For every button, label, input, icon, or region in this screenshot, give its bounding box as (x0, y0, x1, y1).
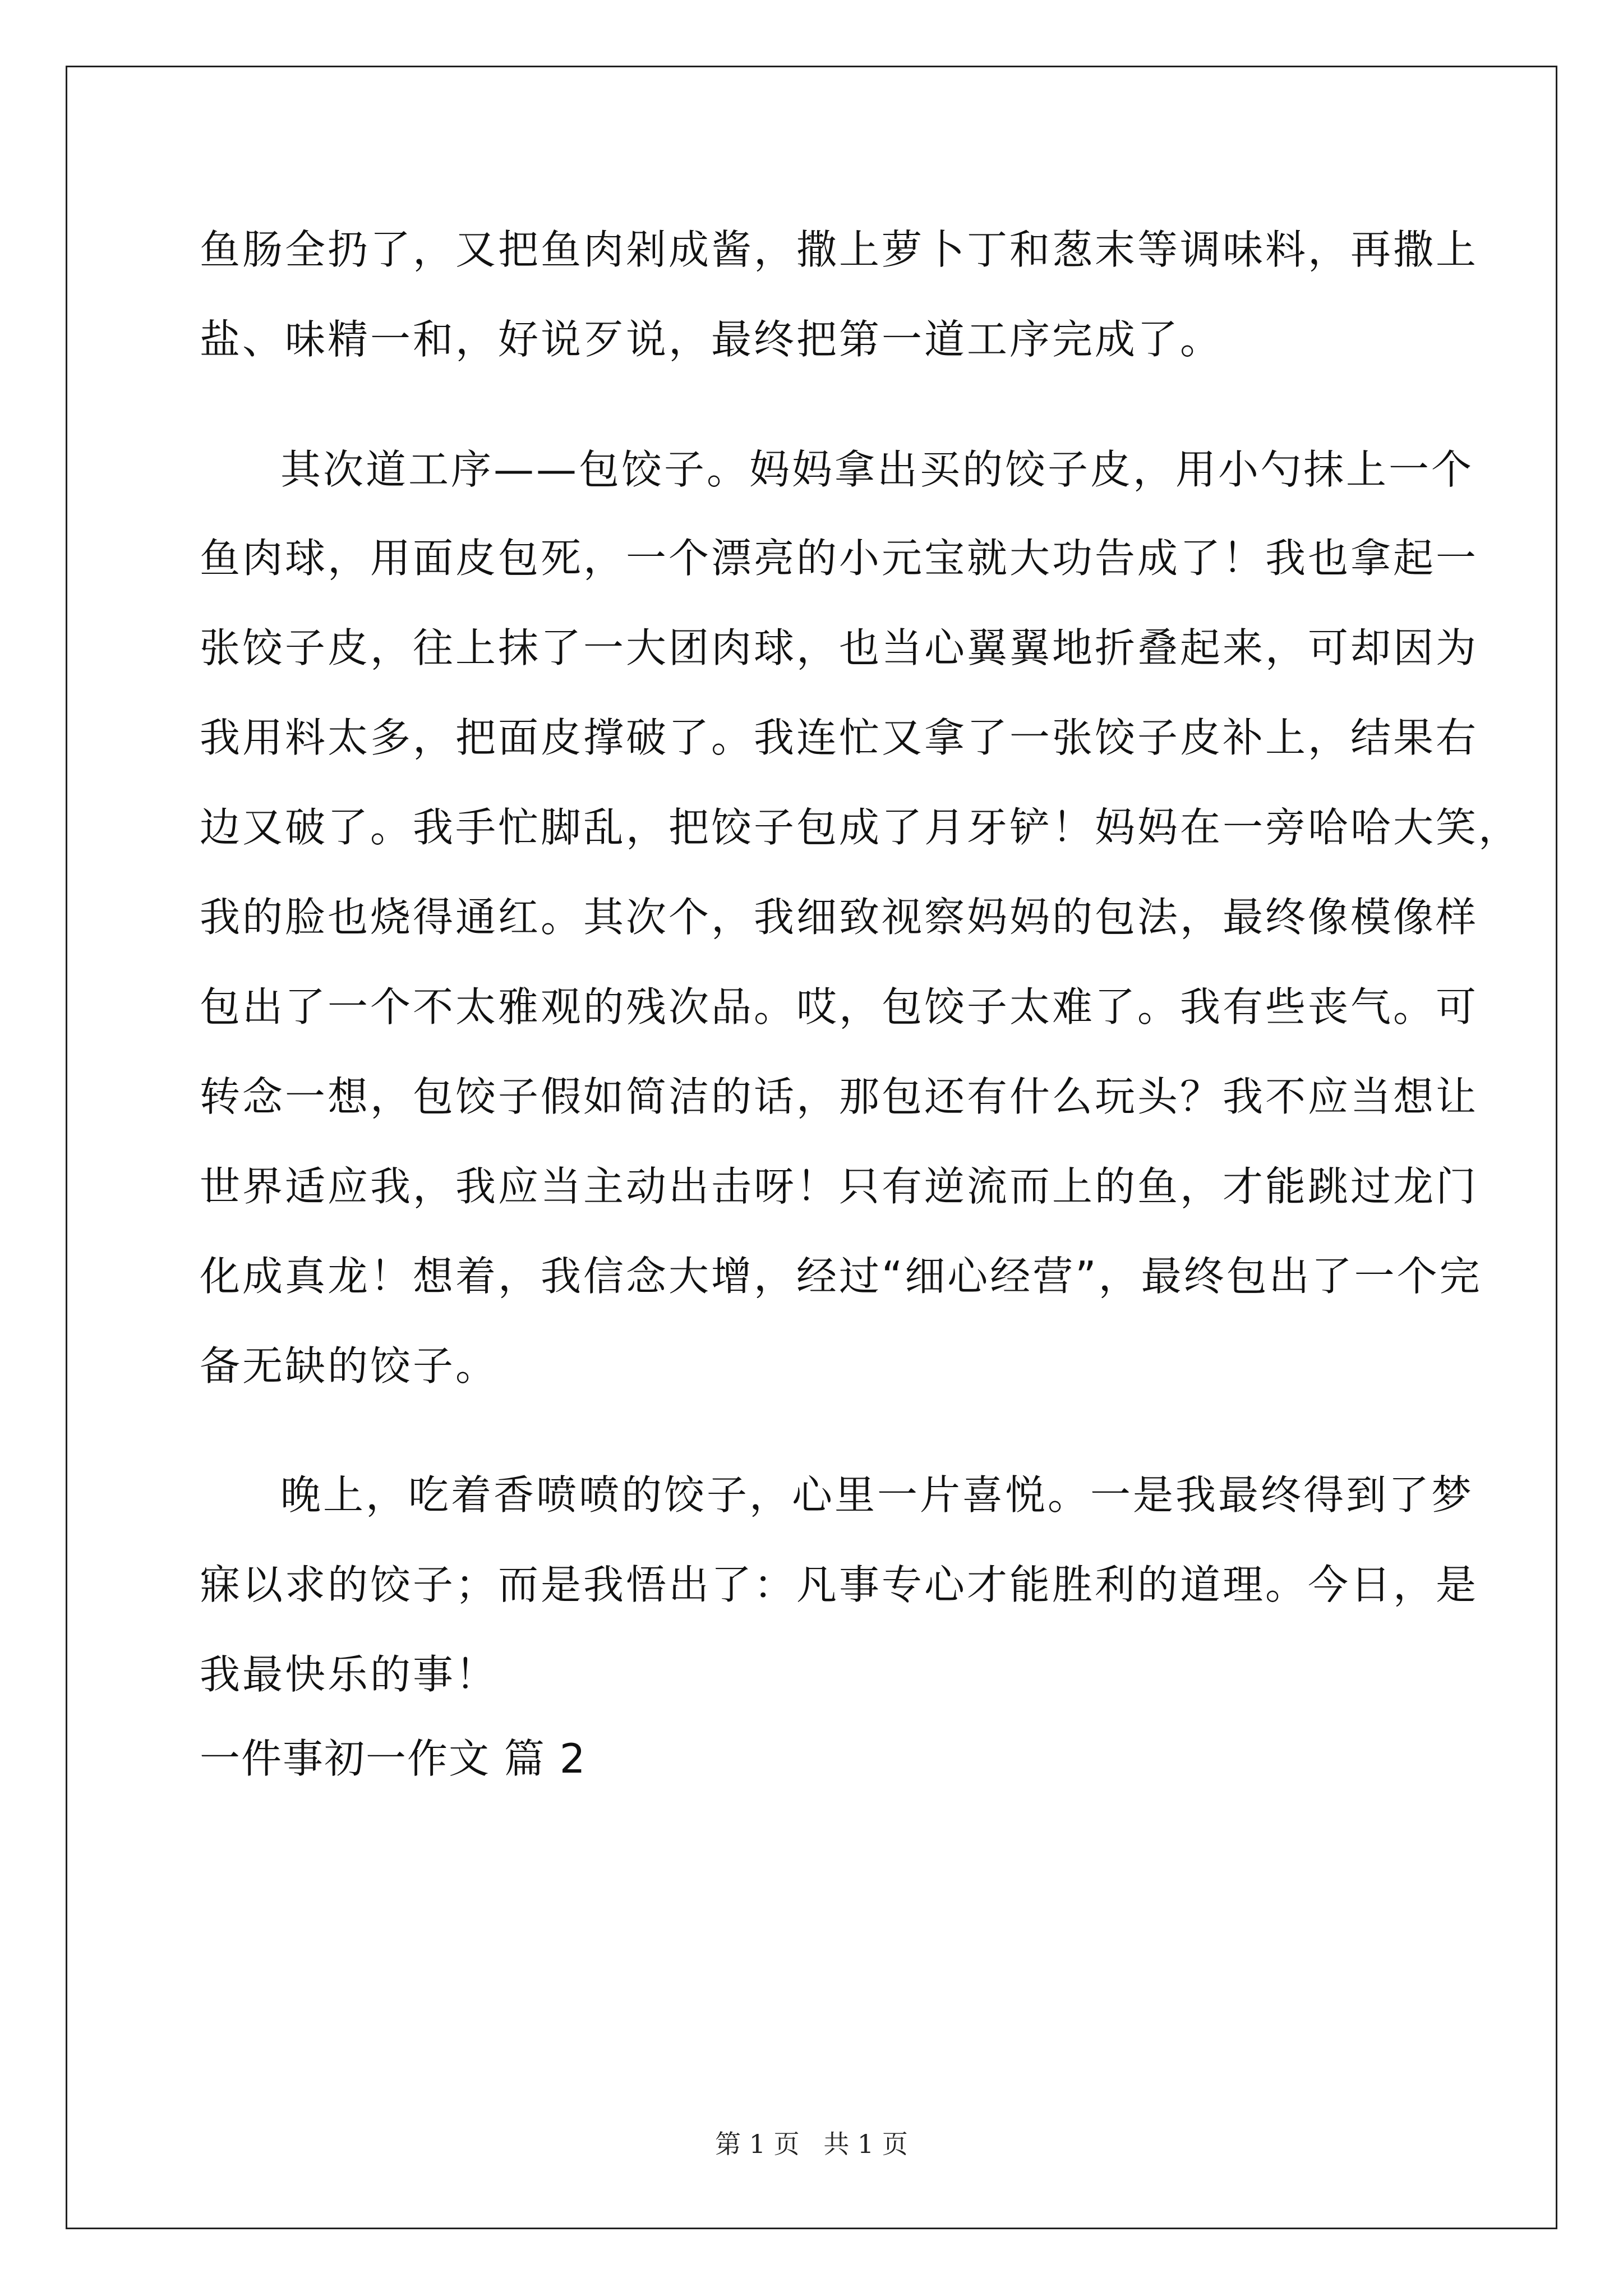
paragraph-first-line: 其次道工序——包饺子。妈妈拿出买的饺子皮，用小勺抹上一个 (280, 446, 1474, 493)
section-heading: 一件事初一作文 篇 2 (200, 1735, 587, 1782)
text-line: 备无缺的饺子。 (200, 1342, 499, 1389)
text-line: 盐、味精一和，好说歹说，最终把第一道工序完成了。 (200, 316, 1223, 363)
text-line: 寐以求的饺子；而是我悟出了：凡事专心才能胜利的道理。今日，是 (200, 1561, 1479, 1608)
text-line: 世界适应我，我应当主动出击呀！只有逆流而上的鱼，才能跳过龙门 (200, 1163, 1479, 1210)
text-line: 鱼肉球，用面皮包死，一个漂亮的小元宝就大功告成了！我也拿起一 (200, 535, 1479, 582)
text-line: 我的脸也烧得通红。其次个，我细致视察妈妈的包法，最终像模像样 (200, 894, 1479, 941)
text-line: 鱼肠全扔了，又把鱼肉剁成酱，撒上萝卜丁和葱末等调味料，再撒上 (200, 226, 1479, 273)
text-line: 边又破了。我手忙脚乱，把饺子包成了月牙铲！妈妈在一旁哈哈大笑， (200, 804, 1521, 851)
page-border (66, 66, 1557, 2229)
text-line: 张饺子皮，往上抹了一大团肉球，也当心翼翼地折叠起来，可却因为 (200, 624, 1479, 671)
page-footer (0, 2127, 1623, 2161)
text-line: 我用料太多，把面皮撑破了。我连忙又拿了一张饺子皮补上，结果右 (200, 714, 1479, 761)
text-line: 转念一想，包饺子假如简洁的话，那包还有什么玩头？我不应当想让 (200, 1073, 1479, 1120)
paragraph-first-line: 晚上，吃着香喷喷的饺子，心里一片喜悦。一是我最终得到了梦 (280, 1471, 1474, 1519)
text-line: 我最快乐的事！ (200, 1651, 499, 1698)
text-line: 包出了一个不太雅观的残次品。哎，包饺子太难了。我有些丧气。可 (200, 983, 1479, 1030)
text-line: 化成真龙！想着，我信念大增，经过“细心经营”，最终包出了一个完 (200, 1253, 1482, 1300)
page-total: 共 1 页 (823, 2129, 908, 2159)
page-number: 第 1 页 (715, 2129, 800, 2159)
